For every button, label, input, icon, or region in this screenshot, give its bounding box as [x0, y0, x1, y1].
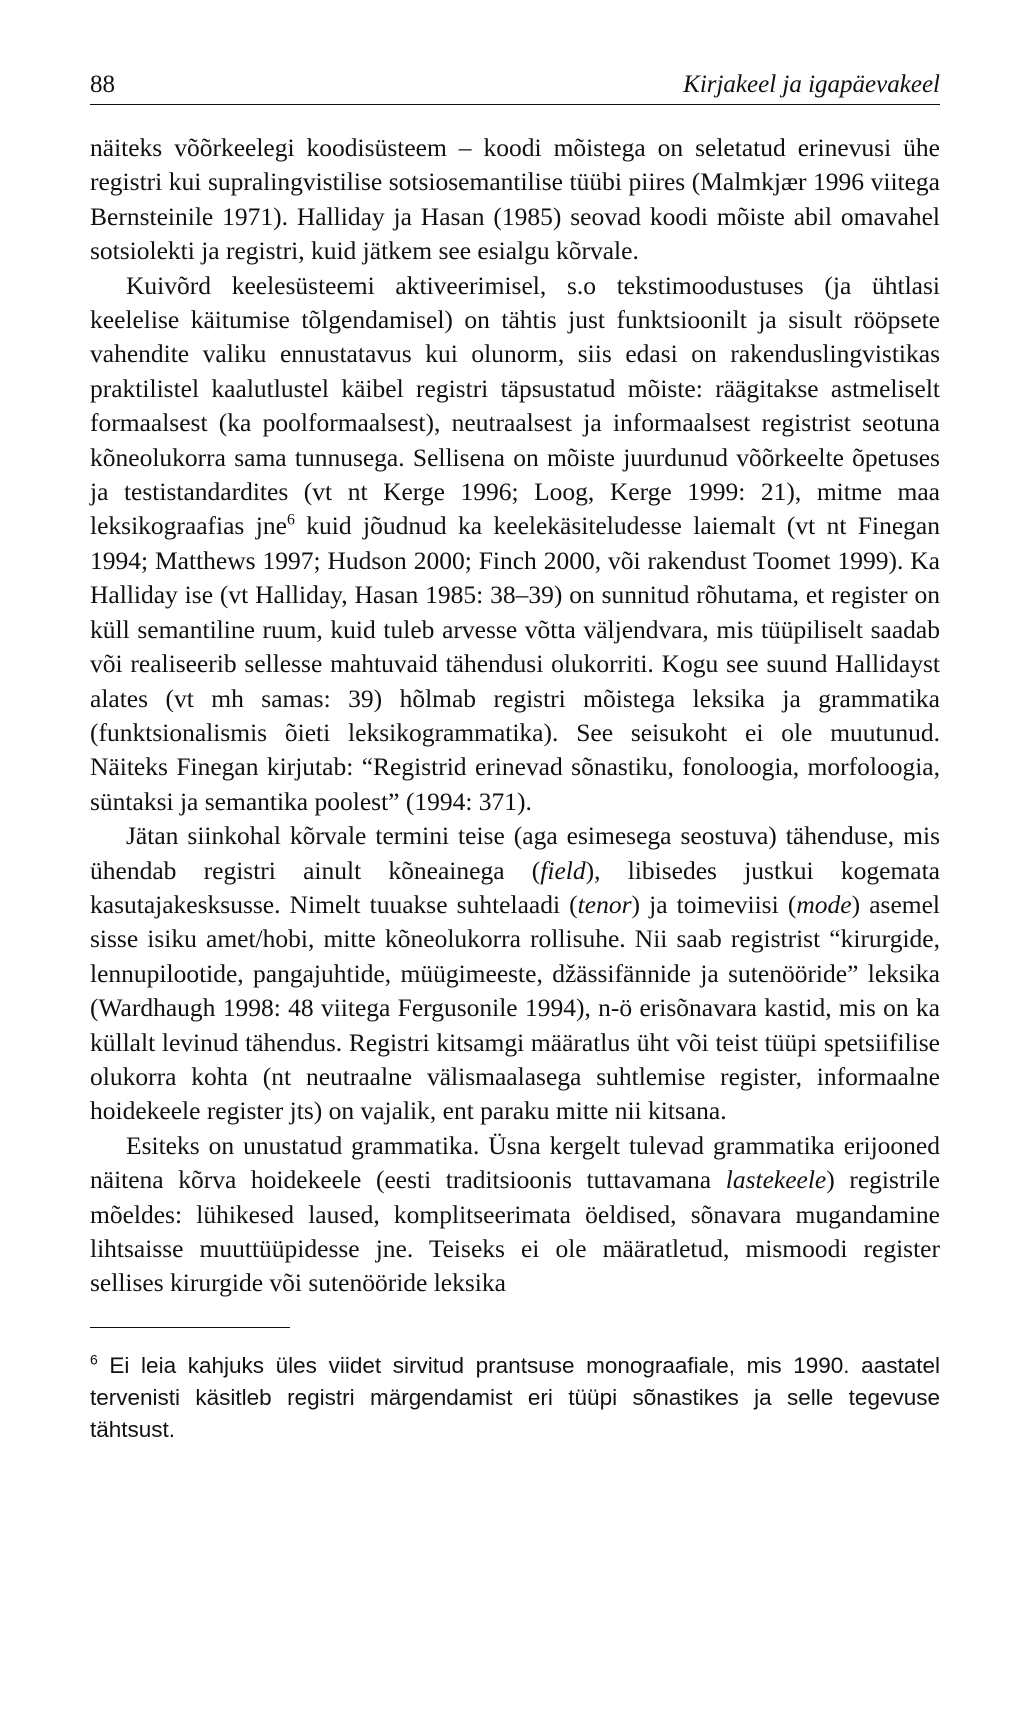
- term-tenor: tenor: [577, 889, 632, 919]
- paragraph-3-text-d: ) asemel sisse isiku amet/hobi, mitte kõneolukorra rollisuhe. Nii saab registrist “kirurgide, lennupilootide, pangajuhtide, müügimeeste, džässifännide ja sutenööride” leksika (Wardhaugh 1998: 48 viitega Fergusonile 1994), n-ö erisõnavara kastid, mis on ka küllalt levinud tähendus. Registri kitsamgi määratlus üht või teist tüüpi spetsiifilise olukorra kohta (nt neutraalne välismaalasega suhtlemise register, informaalne hoidekeele register jts) on vajalik, ent paraku mitte nii kitsana.: [90, 889, 940, 1126]
- paragraph-4: [90, 1129, 940, 1301]
- footnote-divider: [90, 1327, 290, 1328]
- paragraph-1: [90, 131, 940, 269]
- paragraph-4-text-a: Esiteks on unustatud grammatika. Üsna kergelt tulevad grammatika erijooned näitena kõrva hoidekeele (eesti traditsioonis tuttavamana: [90, 1130, 940, 1195]
- running-title: Kirjakeel ja igapäevakeel: [683, 71, 940, 98]
- paragraph-4-text-b: ) registrile mõeldes: lühikesed laused, komplitseerimata öeldised, sõnavara mugandamine lihtsaisse muuttüüpidesse jne. Teiseks ei ole määratletud, mismoodi register sellises kirurgide või sutenööride leksika: [90, 1165, 941, 1298]
- body-text: [90, 131, 940, 1301]
- footnote-number: 6: [90, 1351, 98, 1368]
- paragraph-3-text-b: ), libisedes justkui kogemata kasutajakesksusse. Nimelt tuuakse suhtelaadi (: [90, 855, 941, 919]
- paragraph-1-text: näiteks võõrkeelegi koodisüsteem – koodi mõistega on seletatud erinevusi ühe registri kui supralingvistilise sotsiosemantilise tüübi piires (Malmkjær 1996 viitega Bernsteinile 1971). Halliday ja Hasan (1985) seovad koodi mõiste abil omavahel sotsiolekti ja registri, kuid jätkem see esialgu kõrvale.: [90, 133, 940, 266]
- footnote-text: Ei leia kahjuks üles viidet sirvitud prantsuse monograafiale, mis 1990. aastatel tervenisti käsitleb registri märgendamist eri tüüpi sõnastikes ja selle tegevuse tähtsust.: [90, 1352, 940, 1442]
- footnote-6: [90, 1350, 940, 1446]
- running-header: [90, 70, 940, 105]
- paragraph-2-text-a: Kuivõrd keelesüsteemi aktiveerimisel, s.o tekstimoodustuses (ja ühtlasi keelelise käitumise tõlgendamisel) on tähtis just funktsioonilt ja sisult rööpsete vahendite valiku ennustatavus kui olunorm, siis edasi on rakenduslingvistikas praktilistel kaalutlustel käibel registri täpsustatud mõiste: räägitakse astmeliselt formaalsest (ka poolformaalsest), neutraalsest ja informaalsest registrist seotuna kõneolukorra sama tunnusega. Sellisena on mõiste juurdunud võõrkeelte õpetuses ja testistandardites (vt nt Kerge 1996; Loog, Kerge 1999: 21), mitme maa leksikograafias jne: [90, 270, 940, 541]
- term-mode: mode: [796, 889, 852, 919]
- paragraph-3: [90, 819, 940, 1129]
- footnote-ref-6[interactable]: 6: [286, 511, 295, 529]
- paragraph-3-text-a: Jätan siinkohal kõrvale termini teise (aga esimesega seostuva) tähenduse, mis ühendab registri ainult kõneainega (: [90, 821, 940, 885]
- term-field: field: [540, 855, 586, 885]
- term-lastekeele: lastekeele: [725, 1165, 827, 1195]
- paragraph-2-text-b: kuid jõudnud ka keelekäsiteludesse laiemalt (vt nt Finegan 1994; Matthews 1997; Hudson 2000; Finch 2000, või rakendust Toomet 1999). Ka Halliday ise (vt Halliday, Hasan 1985: 38–39) on sunnitud rõhutama, et register on küll semantiline ruum, kuid tuleb arvesse võtta väljendvara, mis tüüpiliselt saadab või realiseerib sellesse mahtuvaid tähendusi olukorriti. Kogu see suund Hallidayst alates (vt mh samas: 39) hõlmab registri mõistega leksika ja grammatika (funktsionalismis õieti leksikogrammatika). See seisukoht ei ole muutunud. Näiteks Finegan kirjutab: “Registrid erinevad sõnastiku, fonoloogia, morfoloogia, süntaksi ja semantika poolest” (1994: 371).: [90, 511, 940, 816]
- paragraph-2: [90, 269, 940, 820]
- page-number: 88: [90, 71, 115, 98]
- paragraph-3-text-c: ) ja toimeviisi (: [631, 889, 797, 919]
- book-page: [90, 70, 940, 1446]
